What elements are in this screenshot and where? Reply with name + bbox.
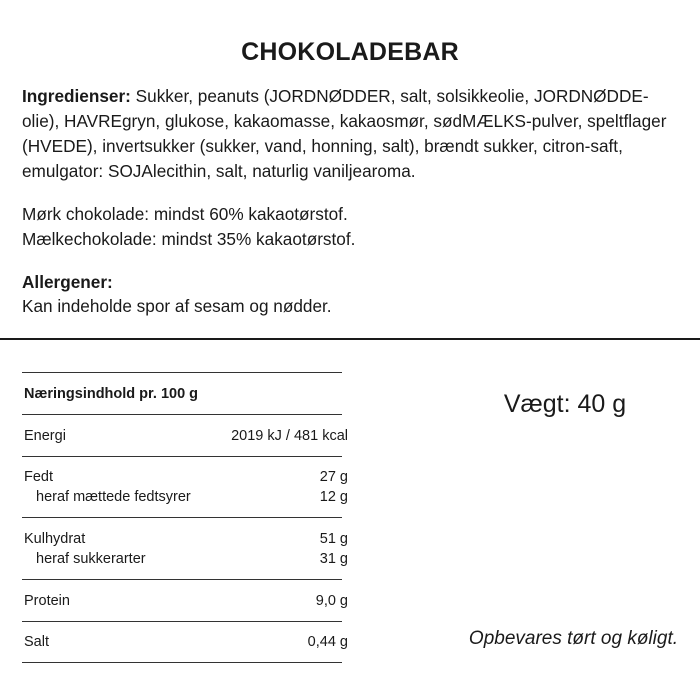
saturated-fat-label: heraf mættede fedtsyrer	[36, 489, 191, 505]
energy-label: Energi	[24, 428, 66, 444]
ingredients-label: Ingredienser:	[22, 86, 131, 106]
protein-label: Protein	[24, 593, 70, 609]
protein-value: 9,0 g	[315, 593, 348, 609]
milk-chocolate-cocoa: Mælkechokolade: mindst 35% kakaotørstof.	[22, 229, 356, 249]
product-title: CHOKOLADEBAR	[241, 38, 459, 66]
table-rule	[22, 621, 342, 622]
salt-label: Salt	[24, 634, 49, 650]
fat-value: 27 g	[319, 469, 348, 485]
dark-chocolate-cocoa: Mørk chokolade: mindst 60% kakaotørstof.	[22, 204, 348, 224]
allergens-label: Allergener:	[22, 272, 113, 292]
table-rule	[22, 456, 342, 457]
nutrition-header: Næringsindhold pr. 100 g	[24, 386, 199, 402]
energy-value: 2019 kJ / 481 kcal	[231, 428, 348, 444]
section-divider	[0, 338, 700, 340]
allergens-text: Kan indeholde spor af sesam og nødder.	[22, 296, 332, 316]
table-rule	[22, 372, 342, 373]
net-weight: Vægt: 40 g	[503, 390, 627, 418]
sugars-label: heraf sukkerarter	[36, 551, 146, 567]
storage-instructions: Opbevares tørt og køligt.	[468, 628, 678, 649]
table-rule	[22, 579, 342, 580]
ingredients-block	[22, 84, 682, 184]
saturated-fat-value: 12 g	[319, 489, 348, 505]
table-rule	[22, 662, 342, 663]
salt-value: 0,44 g	[307, 634, 348, 650]
carbohydrate-label: Kulhydrat	[24, 531, 86, 547]
fat-label: Fedt	[24, 469, 54, 485]
ingredients-text: Sukker, peanuts (JORDNØDDER, salt, solsikkeolie, JORDNØDDE-olie), HAVREgryn, glukose, kakaomasse, kakaosmør, sødMÆLKS-pulver, speltflager (HVEDE), invertsukker (sukker, vand, honning, salt), brændt sukker, citron-saft, emulgator: SOJAlecithin, salt, naturlig vaniljearoma.	[22, 86, 667, 181]
sugars-value: 31 g	[319, 551, 348, 567]
table-rule	[22, 414, 342, 415]
table-rule	[22, 517, 342, 518]
carbohydrate-value: 51 g	[319, 531, 348, 547]
